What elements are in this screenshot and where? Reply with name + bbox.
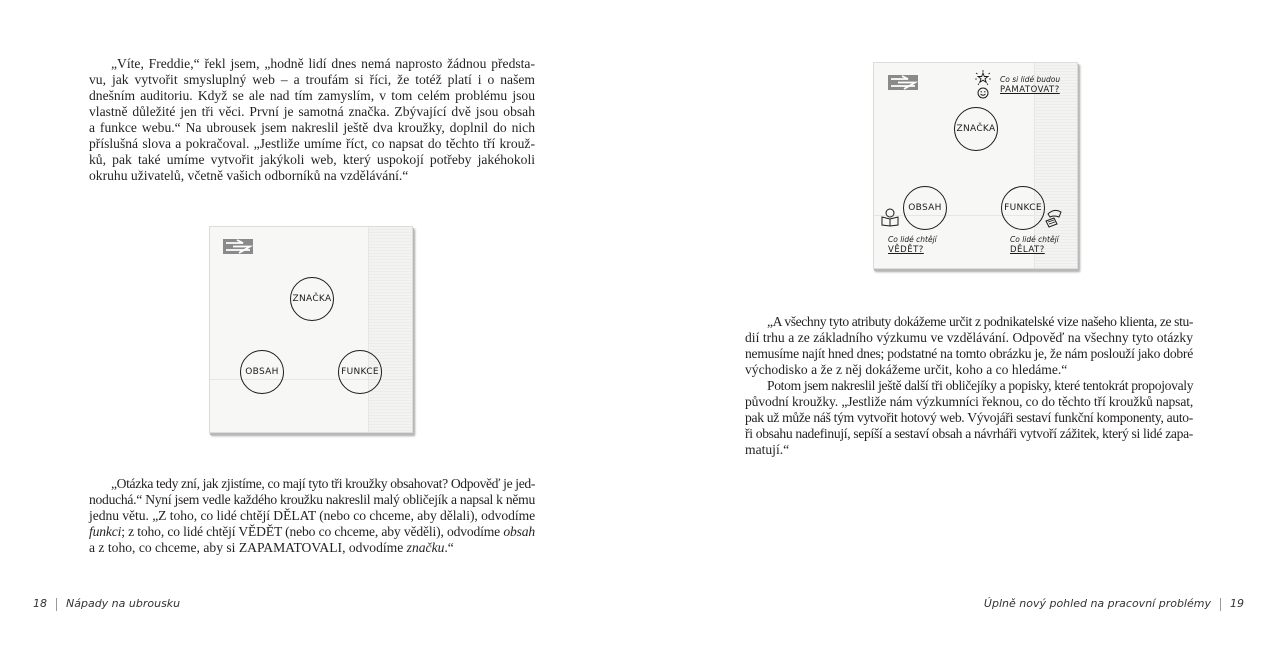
circle-funkce: [1001, 186, 1045, 230]
circle-label: ZNAČKA: [956, 124, 996, 134]
text-line: [89, 540, 535, 556]
left-paragraph-2: [89, 476, 535, 556]
right-paragraph-1: [745, 314, 1193, 378]
circle-znacka: [290, 277, 334, 321]
page-number: 18: [33, 597, 47, 610]
circle-label: OBSAH: [908, 203, 942, 213]
napkin-ribbed-edge: [368, 227, 412, 432]
british-rail-logo-icon: [888, 75, 918, 90]
text-run: .“: [444, 540, 454, 555]
caption-do: [1010, 235, 1059, 255]
circle-label: FUNKCE: [341, 367, 379, 377]
smiley-face-icon: [977, 87, 989, 99]
text-run: a z toho, co chceme, aby si ZAPAMATOVALI, odvodíme: [89, 540, 407, 555]
running-title: Nápady na ubrousku: [66, 597, 181, 610]
text-line: jednu větu. „Z toho, co lidé chtějí DĚLAT (nebo co chceme, aby dělali), odvodíme: [89, 508, 536, 523]
circle-label: ZNAČKA: [292, 294, 332, 304]
text-line: okruhu uživatelů, včetně vašich odborníků na vzdělávání.“: [89, 168, 409, 183]
page-number: 19: [1230, 597, 1244, 610]
text-line: ři obsahu nadefinují, sepíší a sestaví obsah a návrháři vytvoří zážitek, který si lidé zapa-: [745, 426, 1193, 441]
caption-big: VĚDĚT?: [888, 245, 924, 255]
text-line: nemusíme najít hned dnes; podstatné na tomto obrázku je, že nám poslouží jako dobré: [745, 346, 1193, 361]
text-line: původní kroužky. „Jestliže nám výzkumníci řeknou, co do těchto tří kroužků napsat,: [745, 394, 1194, 409]
british-rail-logo-icon: [223, 239, 253, 254]
circle-znacka: [954, 107, 998, 151]
text-line: „A všechny tyto atributy dokážeme určit z podnikatelské vize našeho klienta, ze stu-: [767, 314, 1193, 329]
napkin-illustration-right: [873, 62, 1078, 269]
italic-word: funkci: [89, 524, 122, 539]
text-line: ků, pak také umíme vytvořit jakýkoli web, který uspokojí potřeby jakéhokoli: [89, 152, 535, 167]
right-footer: [984, 597, 1244, 611]
caption-small: Co si lidé budou: [1000, 75, 1061, 84]
text-line: východisko a že z něj dokážeme určit, koho a co hledáme.“: [745, 362, 1068, 377]
text-line: matují.“: [745, 442, 790, 457]
left-paragraph-1: [89, 56, 535, 184]
footer-divider: [1220, 598, 1221, 611]
text-line: pak už může náš tým vytvořit hotový web. Vývojáři sestaví funkční komponenty, auto-: [745, 410, 1193, 425]
napkin-illustration-left: [209, 226, 413, 433]
right-paragraph-2: [745, 378, 1193, 458]
caption-know: [888, 235, 937, 255]
working-face-icon: [1044, 208, 1066, 228]
caption-big: DĚLAT?: [1010, 245, 1045, 255]
text-line: dií trhu a ze základního výzkumu ve vzdělávání. Odpověď na všechny tyto otázky: [745, 330, 1193, 345]
caption-small: Co lidé chtějí: [888, 235, 937, 244]
circle-obsah: [240, 350, 284, 394]
circle-obsah: [903, 186, 947, 230]
running-title: Úplně nový pohled na pracovní problémy: [983, 597, 1211, 610]
text-line: příslušná slova a pokračoval. „Jestliže umíme říct, co napsat do těchto tří krouž-: [89, 136, 535, 151]
circle-funkce: [338, 350, 382, 394]
text-line: „Víte, Freddie,“ řekl jsem, „hodně lidí dnes nemá naprosto žádnou předsta-: [111, 56, 535, 71]
text-line: Potom jsem nakreslil ještě další tři obličejíky a popisky, které tentokrát propojovaly: [767, 378, 1194, 393]
italic-word: obsah: [503, 524, 535, 539]
text-line: a funkce webu.“ Na ubrousek jsem nakreslil ještě dva kroužky, doplnil do nich: [89, 120, 535, 135]
circle-label: OBSAH: [245, 367, 279, 377]
text-line: vlastně důležité jen tři věci. První je samotná značka. Zbývající dvě jsou obsah: [89, 104, 535, 119]
text-line: noduchá.“ Nyní jsem vedle každého kroužku nakreslil malý obličejík a napsal k němu: [89, 492, 535, 507]
napkin-fold: [368, 227, 369, 432]
text-run: ; z toho, co lidé chtějí VĚDĚT (nebo co chceme, aby věděli), odvodíme: [121, 524, 504, 539]
reading-face-icon: [880, 207, 900, 227]
caption-small: Co lidé chtějí: [1010, 235, 1059, 244]
star-sun-icon: [975, 70, 991, 86]
circle-label: FUNKCE: [1004, 203, 1042, 213]
text-line: [89, 524, 535, 540]
caption-remember: [1000, 75, 1060, 95]
text-line: vu, jak vytvořit smysluplný web – a troufám si říci, že totéž platí i o našem: [89, 72, 535, 87]
left-footer: [33, 597, 180, 611]
text-line: dnešním auditoriu. Když se ale nad tím zamyslím, v tom celém problému jsou: [89, 88, 535, 103]
text-line: „Otázka tedy zní, jak zjistíme, co mají tyto tři kroužky obsahovat? Odpověď je jed-: [111, 476, 535, 491]
italic-word: značku: [406, 540, 445, 555]
footer-divider: [56, 598, 57, 611]
caption-big: PAMATOVAT?: [1000, 85, 1060, 95]
